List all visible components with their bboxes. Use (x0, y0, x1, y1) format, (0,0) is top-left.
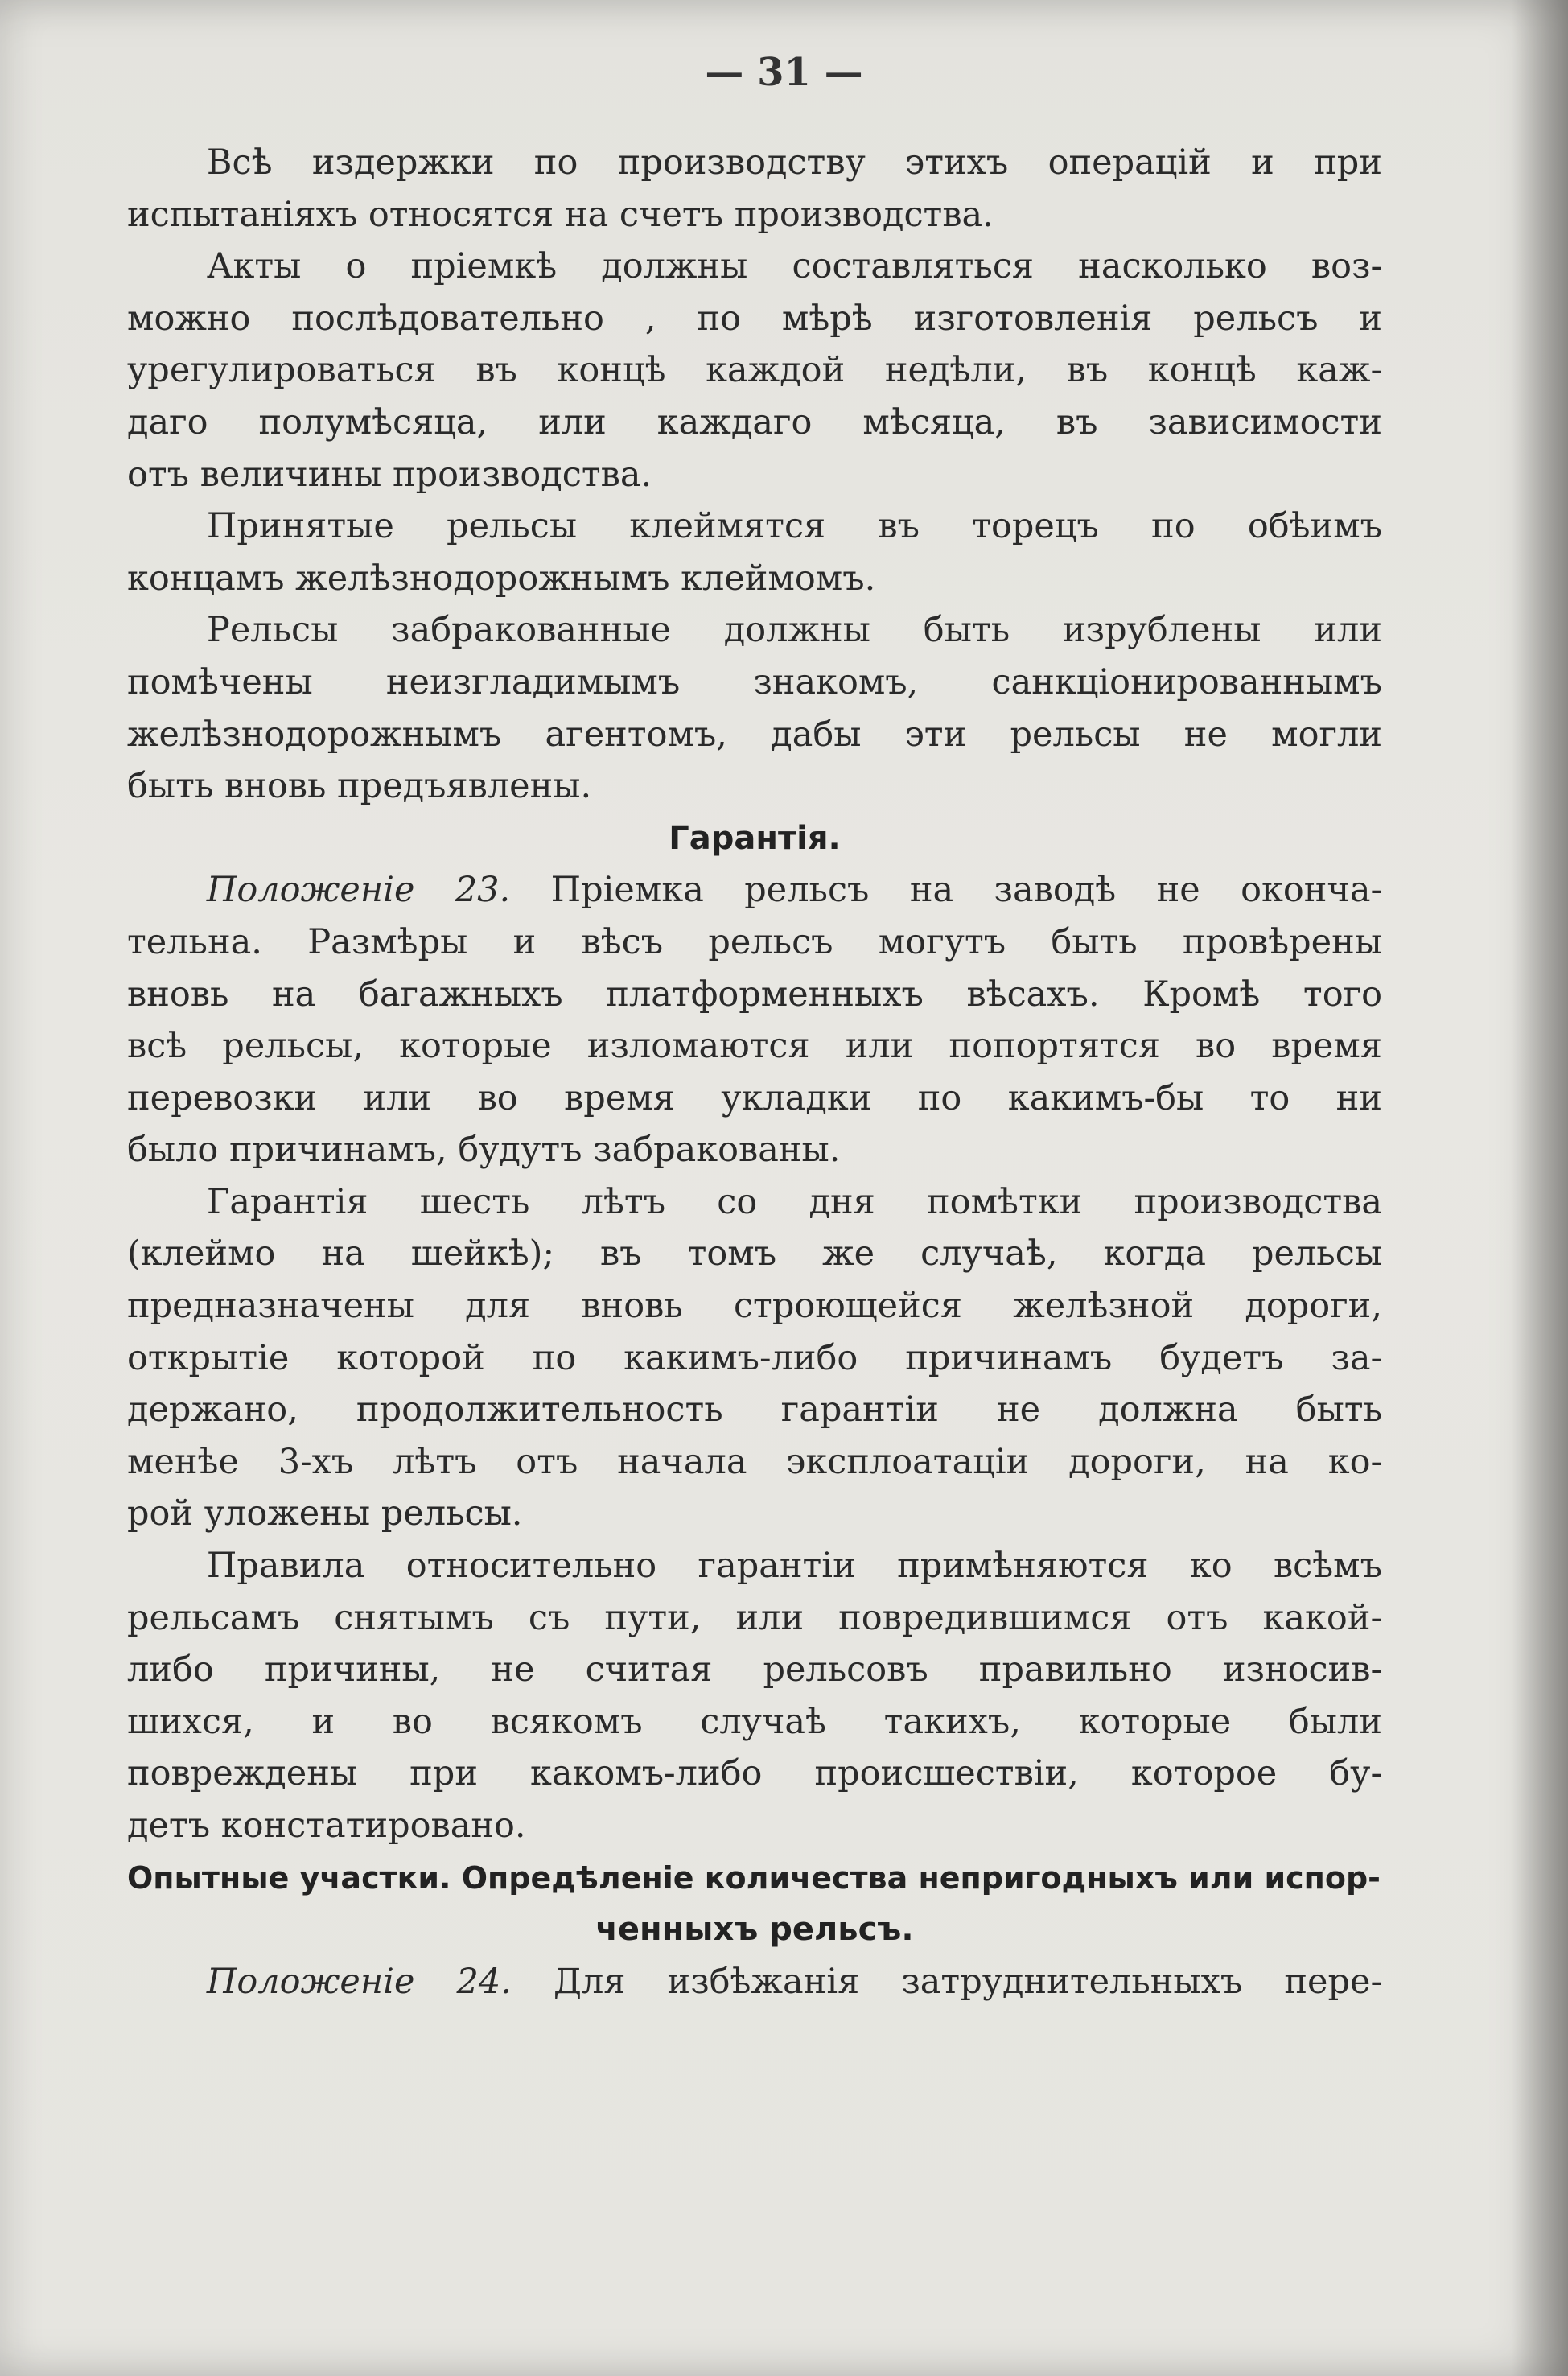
text-line: всѣ рельсы, которые изломаются или попортятся во время (127, 1026, 1382, 1067)
section-heading: Гарантія. (669, 819, 841, 857)
text-line: было причинамъ, будутъ забракованы. (127, 1130, 841, 1171)
text-line: повреждены при какомъ-либо происшествіи, которое бу- (127, 1753, 1382, 1794)
text-line: можно послѣдовательно , по мѣрѣ изготовленія рельсъ и (127, 298, 1382, 339)
text-line: (клеймо на шейкѣ); въ томъ же случаѣ, когда рельсы (127, 1233, 1382, 1274)
text-line: Всѣ издержки по производству этихъ операцій и при (206, 142, 1382, 183)
text-line: перевозки или во время укладки по какимъ-бы то ни (127, 1077, 1382, 1118)
text-line: даго полумѣсяца, или каждаго мѣсяца, въ зависимости (127, 401, 1382, 443)
text-line: рой уложены рельсы. (127, 1493, 523, 1534)
text-line: менѣе 3-хъ лѣтъ отъ начала эксплоатаціи дороги, на ко- (127, 1441, 1382, 1482)
text-line: помѣчены неизгладимымъ знакомъ, санкціонированнымъ (127, 661, 1382, 702)
page-edge-shadow (1512, 0, 1568, 2376)
page-number: — 31 — (705, 50, 863, 95)
text-line: Гарантія шесть лѣтъ со дня помѣтки производства (206, 1181, 1382, 1222)
text-line: отъ величины производства. (127, 454, 652, 495)
text-line: либо причины, не считая рельсовъ правильно износив- (127, 1649, 1382, 1690)
text-line: быть вновь предъявлены. (127, 766, 592, 807)
text-line: предназначены для вновь строющейся желѣзной дороги, (127, 1286, 1382, 1327)
text-line: Акты о пріемкѣ должны составляться насколько воз- (206, 246, 1382, 287)
text-line: открытіе которой по какимъ-либо причинамъ будетъ за- (127, 1337, 1382, 1378)
text-line: урегулироваться въ концѣ каждой недѣли, въ концѣ каж- (127, 350, 1382, 391)
text-line: рельсамъ снятымъ съ пути, или повредившимся отъ какой- (127, 1597, 1382, 1638)
text-line: детъ констатировано. (127, 1806, 526, 1846)
text-line: Правила относительно гарантіи примѣняются ко всѣмъ (206, 1546, 1382, 1587)
text-line: желѣзнодорожнымъ агентомъ, дабы эти рельсы не могли (127, 714, 1382, 755)
section-heading: Опытные участки. Опредѣленіе количества непригодныхъ или испор- (127, 1859, 1381, 1896)
text-line: испытаніяхъ относятся на счетъ производства. (127, 194, 994, 235)
text-line: концамъ желѣзнодорожнымъ клеймомъ. (127, 558, 876, 599)
clause-label: Положеніе 24. (206, 1961, 512, 2002)
text-line (127, 1956, 1382, 2008)
section-heading: ченныхъ рельсъ. (595, 1911, 914, 1949)
text-line: вновь на багажныхъ платформенныхъ вѣсахъ. Кромѣ того (127, 974, 1382, 1015)
clause-text: Пріемка рельсъ на заводѣ не оконча- (510, 870, 1383, 911)
text-line: тельна. Размѣры и вѣсъ рельсъ могутъ быть провѣрены (127, 921, 1382, 962)
body-text (127, 137, 1382, 2007)
text-line: держано, продолжительность гарантіи не должна быть (127, 1390, 1382, 1431)
clause-text: Для избѣжанія затруднительныхъ пере- (511, 1961, 1382, 2002)
text-line: шихся, и во всякомъ случаѣ такихъ, которые были (127, 1701, 1382, 1742)
text-line: Принятые рельсы клеймятся въ торецъ по обѣимъ (206, 506, 1382, 547)
clause-label: Положеніе 23. (206, 870, 511, 911)
text-line (127, 864, 1382, 916)
text-line: Рельсы забракованные должны быть изрублены или (206, 610, 1382, 651)
